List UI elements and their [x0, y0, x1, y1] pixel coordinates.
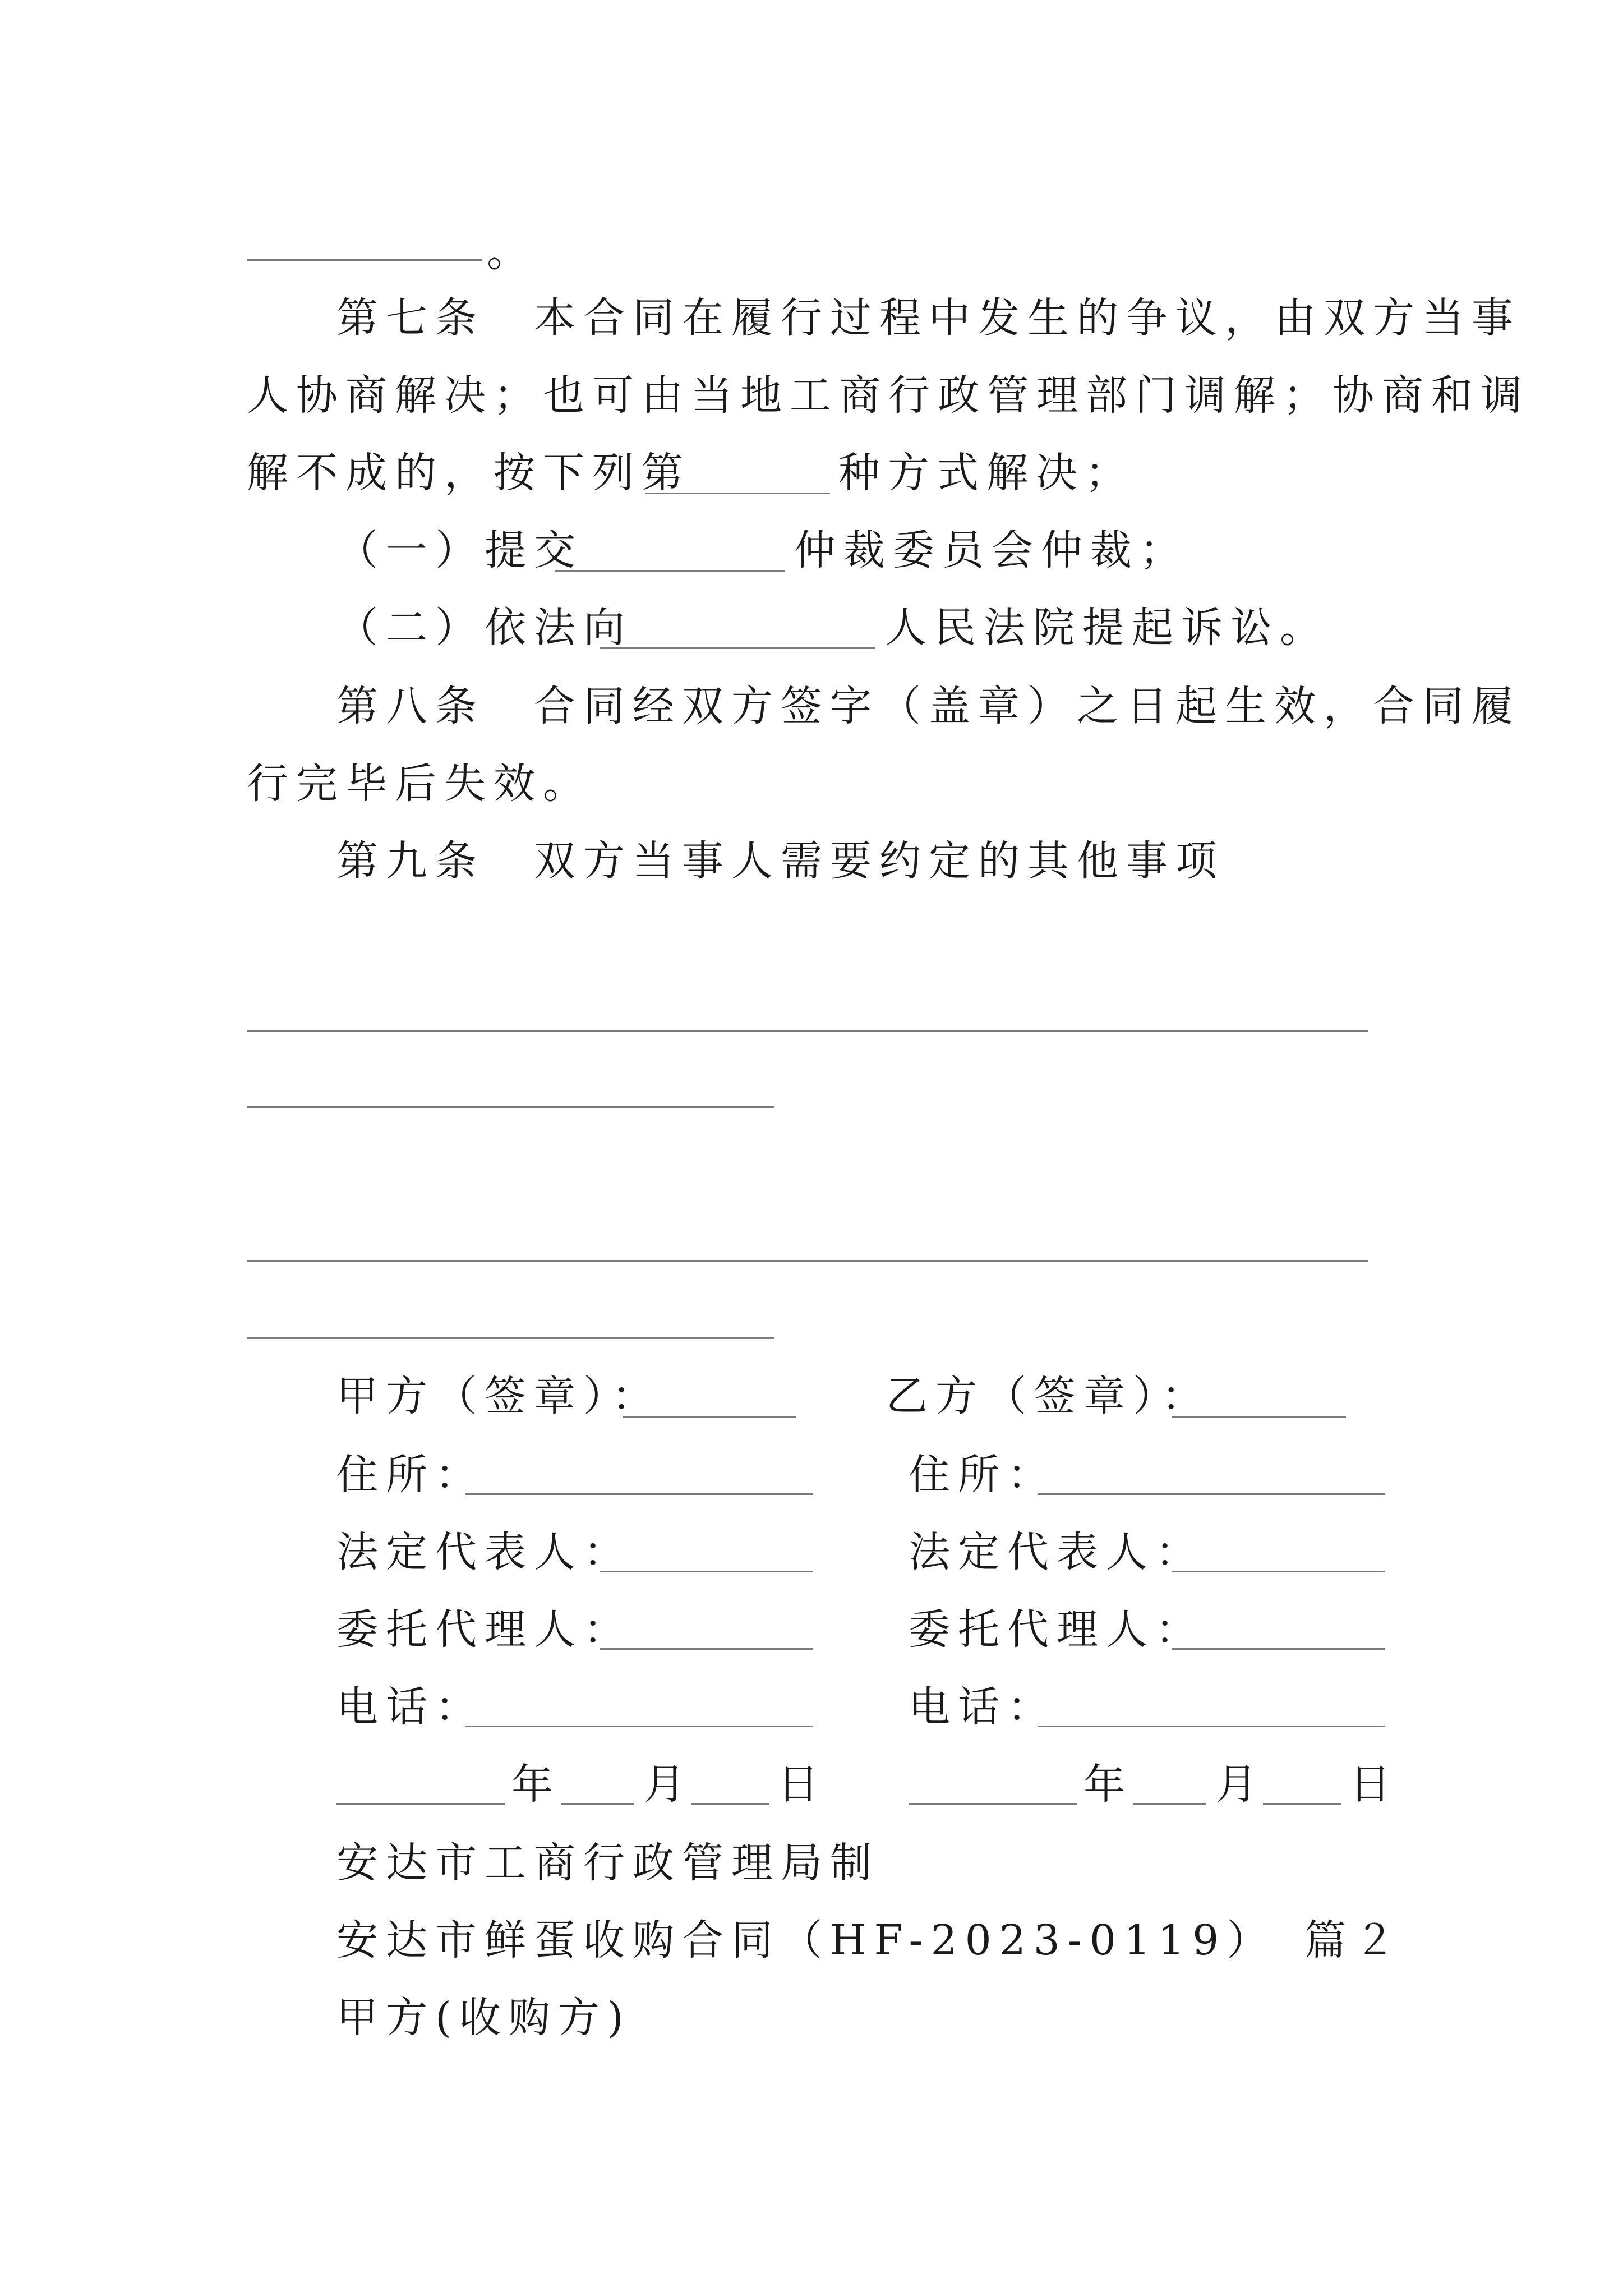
- party-b-phone-line: [1038, 1726, 1385, 1727]
- party-b-month-line: [1133, 1803, 1206, 1805]
- party-a-day-label: 日: [777, 1760, 827, 1809]
- party-b-legal-rep-label: 法定代表人：: [909, 1528, 1205, 1576]
- party-b-month-label: 月: [1216, 1760, 1265, 1809]
- blank-line: [600, 647, 875, 649]
- party-a-legal-rep-line: [600, 1571, 813, 1572]
- party-a-month-label: 月: [644, 1760, 693, 1809]
- blank-line: [645, 493, 830, 494]
- party-b-year-line: [909, 1803, 1077, 1805]
- party-b-agent-line: [1172, 1648, 1385, 1650]
- party-a-signature-line: [623, 1416, 796, 1418]
- article-7-line-3b: 种方式解决；: [838, 449, 1135, 497]
- party-a-agent-label: 委托代理人：: [336, 1605, 633, 1654]
- party-a-legal-rep-label: 法定代表人：: [336, 1528, 633, 1576]
- party-b-year-label: 年: [1083, 1760, 1133, 1809]
- party-a-phone-line: [465, 1726, 813, 1727]
- sentence-end: 。: [487, 228, 536, 276]
- blank-line: [247, 1337, 774, 1339]
- blank-line: [247, 1030, 1368, 1032]
- party-a-year-line: [336, 1803, 505, 1805]
- party-b-day-line: [1263, 1803, 1341, 1805]
- party-b-day-label: 日: [1349, 1760, 1399, 1809]
- party-a-address-label: 住所：: [336, 1451, 485, 1499]
- issuer-line: 安达市工商行政管理局制: [336, 1839, 879, 1887]
- option-2-a: （二）依法向: [336, 604, 633, 652]
- blank-line: [555, 570, 785, 572]
- article-7-line-3a: 解不成的，按下列第: [247, 449, 691, 497]
- option-1-a: （一）提交: [336, 526, 583, 574]
- party-a-address-line: [465, 1493, 813, 1495]
- article-9: 第九条 双方当事人需要约定的其他事项: [336, 837, 1225, 885]
- party-a-agent-line: [600, 1648, 813, 1650]
- article-7-line-1: 第七条 本合同在履行过程中发生的争议，由双方当事: [336, 294, 1521, 342]
- blank-line: [247, 1106, 774, 1108]
- party-b-phone-label: 电话：: [909, 1683, 1057, 1731]
- next-contract-party: 甲方(收购方): [336, 1994, 631, 2042]
- party-b-address-line: [1038, 1493, 1385, 1495]
- party-b-address-label: 住所：: [909, 1451, 1057, 1499]
- party-a-signature-label: 甲方（签章）：: [336, 1372, 661, 1420]
- party-a-day-line: [691, 1803, 769, 1805]
- next-contract-title: 安达市鲜蛋收购合同（HF-2023-0119） 篇２: [336, 1916, 1404, 1964]
- party-a-phone-label: 电话：: [336, 1683, 485, 1731]
- article-8-line-1: 第八条 合同经双方签字（盖章）之日起生效，合同履: [336, 682, 1521, 730]
- blank-line: [247, 1260, 1368, 1262]
- party-b-signature-line: [1172, 1416, 1346, 1418]
- party-b-legal-rep-line: [1172, 1571, 1385, 1572]
- party-a-month-line: [561, 1803, 634, 1805]
- article-8-line-2: 行完毕后失效。: [247, 760, 592, 808]
- party-a-year-label: 年: [511, 1760, 561, 1809]
- blank-line: [247, 259, 482, 261]
- option-1-b: 仲裁委员会仲裁；: [794, 526, 1189, 574]
- article-7-line-2: 人协商解决；也可由当地工商行政管理部门调解；协商和调: [247, 371, 1530, 420]
- option-2-b: 人民法院提起诉讼。: [885, 604, 1329, 652]
- party-b-agent-label: 委托代理人：: [909, 1605, 1205, 1654]
- party-b-signature-label: 乙方（签章）：: [886, 1372, 1211, 1420]
